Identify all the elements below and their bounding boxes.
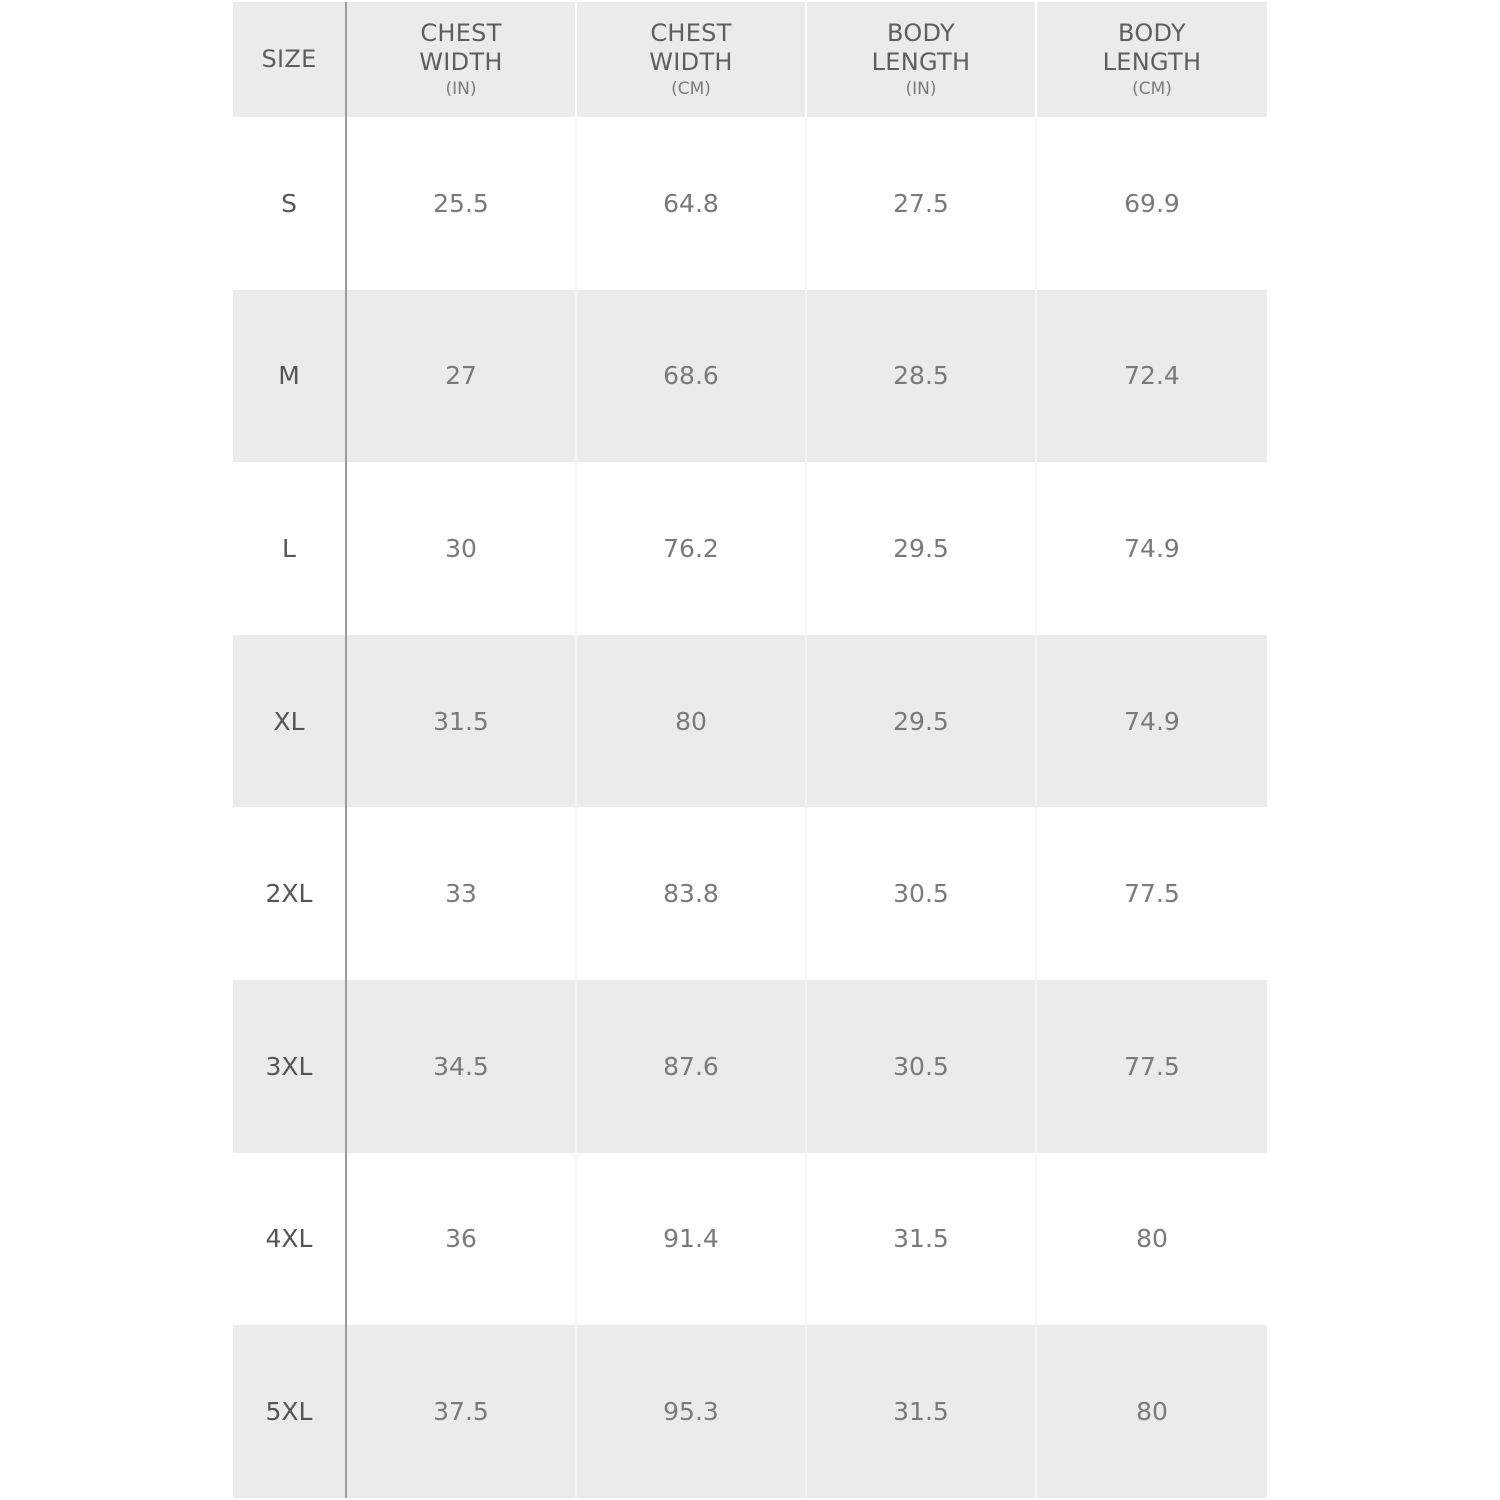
body-length-cm-cell: 77.5 <box>1037 980 1267 1153</box>
column-header-unit: (CM) <box>671 79 711 99</box>
table-row <box>233 462 1267 635</box>
size-cell: 2XL <box>233 807 347 980</box>
body-length-cm-cell: 80 <box>1037 1153 1267 1326</box>
column-header-label: LENGTH <box>871 48 971 76</box>
table-row <box>233 1325 1267 1498</box>
chest-width-cm-cell: 91.4 <box>577 1153 807 1326</box>
chest-width-in-cell: 25.5 <box>347 117 577 290</box>
body-length-in-cell: 29.5 <box>807 462 1037 635</box>
table-row <box>233 290 1267 463</box>
chest-width-cm-cell: 87.6 <box>577 980 807 1153</box>
body-length-cm-cell: 74.9 <box>1037 635 1267 808</box>
column-header-unit: (IN) <box>905 79 937 99</box>
body-length-cm-cell: 74.9 <box>1037 462 1267 635</box>
column-header-label: CHEST <box>650 19 732 47</box>
body-length-cm-cell: 77.5 <box>1037 807 1267 980</box>
column-header-label: SIZE <box>261 45 317 73</box>
column-header-chest-width-cm <box>577 2 807 117</box>
body-length-in-cell: 30.5 <box>807 980 1037 1153</box>
column-header-body-length-cm <box>1037 2 1267 117</box>
size-cell: M <box>233 290 347 463</box>
body-length-in-cell: 31.5 <box>807 1153 1037 1326</box>
size-cell: 4XL <box>233 1153 347 1326</box>
chest-width-in-cell: 27 <box>347 290 577 463</box>
body-length-in-cell: 27.5 <box>807 117 1037 290</box>
column-header-body-length-in <box>807 2 1037 117</box>
column-header-label: WIDTH <box>649 48 733 76</box>
header-row <box>233 2 1267 117</box>
body-length-in-cell: 30.5 <box>807 807 1037 980</box>
body-length-in-cell: 29.5 <box>807 635 1037 808</box>
size-cell: XL <box>233 635 347 808</box>
size-chart <box>233 2 1267 1498</box>
body-length-in-cell: 28.5 <box>807 290 1037 463</box>
body-length-in-cell: 31.5 <box>807 1325 1037 1498</box>
chest-width-cm-cell: 76.2 <box>577 462 807 635</box>
column-header-unit: (CM) <box>1132 79 1172 99</box>
column-header-size <box>233 2 347 117</box>
column-header-chest-width-in <box>347 2 577 117</box>
table-row <box>233 807 1267 980</box>
column-header-label: BODY <box>887 19 955 47</box>
body-length-cm-cell: 80 <box>1037 1325 1267 1498</box>
chest-width-in-cell: 31.5 <box>347 635 577 808</box>
table-row <box>233 1153 1267 1326</box>
body-length-cm-cell: 72.4 <box>1037 290 1267 463</box>
size-chart-table <box>233 2 1267 1498</box>
chest-width-in-cell: 36 <box>347 1153 577 1326</box>
chest-width-cm-cell: 64.8 <box>577 117 807 290</box>
chest-width-cm-cell: 80 <box>577 635 807 808</box>
chest-width-in-cell: 33 <box>347 807 577 980</box>
column-header-unit: (IN) <box>445 79 477 99</box>
chest-width-in-cell: 34.5 <box>347 980 577 1153</box>
body-length-cm-cell: 69.9 <box>1037 117 1267 290</box>
column-header-label: BODY <box>1118 19 1186 47</box>
table-body <box>233 117 1267 1498</box>
chest-width-in-cell: 37.5 <box>347 1325 577 1498</box>
size-cell: 5XL <box>233 1325 347 1498</box>
size-cell: 3XL <box>233 980 347 1153</box>
table-row <box>233 980 1267 1153</box>
chest-width-in-cell: 30 <box>347 462 577 635</box>
table-header <box>233 2 1267 117</box>
column-header-label: LENGTH <box>1102 48 1202 76</box>
size-cell: L <box>233 462 347 635</box>
table-row <box>233 117 1267 290</box>
column-header-label: WIDTH <box>419 48 503 76</box>
column-header-label: CHEST <box>420 19 502 47</box>
table-row <box>233 635 1267 808</box>
chest-width-cm-cell: 83.8 <box>577 807 807 980</box>
chest-width-cm-cell: 68.6 <box>577 290 807 463</box>
size-cell: S <box>233 117 347 290</box>
chest-width-cm-cell: 95.3 <box>577 1325 807 1498</box>
